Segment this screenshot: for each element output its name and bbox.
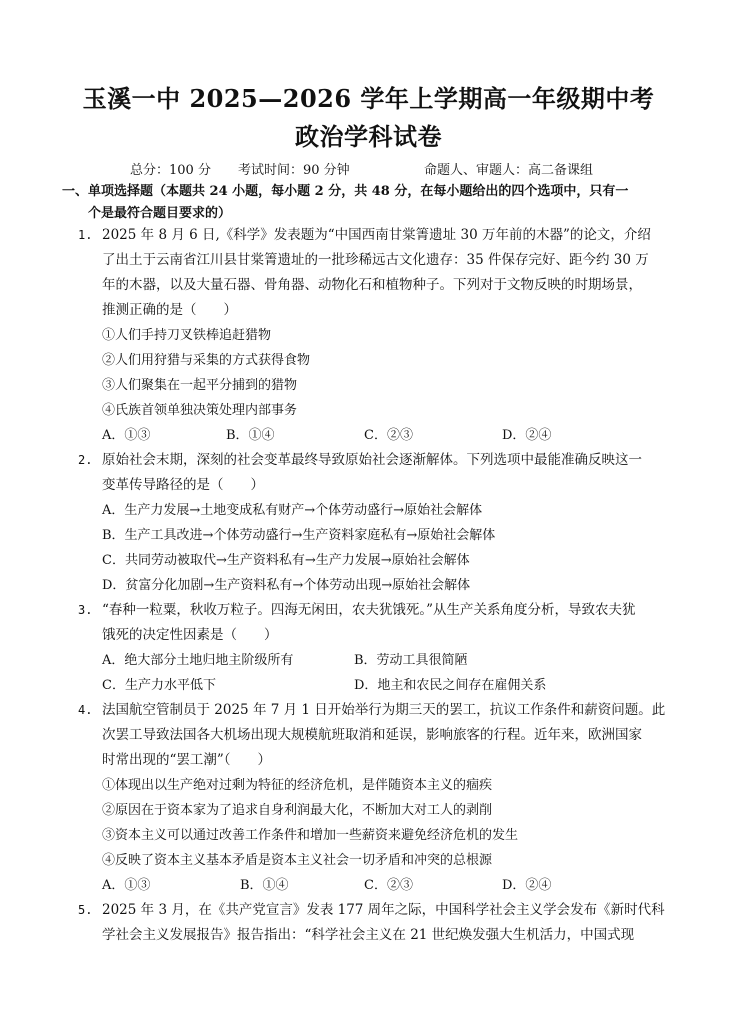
- option-b: B．①④: [226, 428, 275, 443]
- stem-line: 原始社会末期，深刻的社会变革最终导致原始社会逐渐解体。下列选项中最能准确反映这一: [102, 452, 642, 468]
- question-stem: [102, 223, 678, 323]
- stem-line: 法国航空管制员于 2025 年 7 月 1 日开始举行为期三天的罢工，抗议工作条件和薪资问题。此: [102, 702, 666, 718]
- statement-item: ③资本主义可以通过改善工作条件和增加一些薪资来避免经济危机的发生: [102, 828, 519, 843]
- stem-line: 了出土于云南省江川县甘棠箐遗址的一批珍稀远古文化遗存：35 件保存完好、距今约 30 万: [102, 252, 649, 268]
- exam-time: 考试时间：90 分钟: [238, 163, 350, 178]
- stem-line: 2025 年 3 月，在《共产党宣言》发表 177 周年之际，中国科学社会主义学会发布《新时代科: [102, 902, 665, 918]
- option-a: A．生产力发展→土地变成私有财产→个体劳动盛行→原始社会解体: [102, 503, 483, 518]
- stem-line: “春种一粒粟，秋收万粒子。四海无闲田，农夫犹饿死。”从生产关系角度分析，导致农夫犹: [102, 602, 636, 618]
- statement-item: ①人们手持刀叉铁棒追赶猎物: [102, 328, 272, 343]
- statement-item: ①体现出以生产绝对过剩为特征的经济危机，是伴随资本主义的痼疾: [102, 778, 493, 793]
- option-b: B．劳动工具很简陋: [354, 653, 468, 668]
- question-number: 3.: [78, 603, 93, 617]
- question-number: 2.: [78, 453, 93, 467]
- stem-line: 推测正确的是（ ）: [102, 302, 237, 318]
- statement-item: ②原因在于资本家为了追求自身利润最大化，不断加大对工人的剥削: [102, 803, 493, 818]
- question-stem: [102, 448, 678, 498]
- exam-title: 玉溪一中 2025—2026 学年上学期高一年级期中考: [82, 84, 655, 113]
- total-score: 总分：100 分: [130, 163, 211, 178]
- stem-line: 时常出现的“罢工潮”（ ）: [102, 752, 272, 768]
- option-c: C．共同劳动被取代→生产资料私有→生产力发展→原始社会解体: [102, 553, 470, 568]
- question-number: 5.: [78, 903, 93, 917]
- stem-line: 学社会主义发展报告》报告指出：“科学社会主义在 21 世纪焕发强大生机活力，中国式现: [102, 927, 635, 943]
- option-d: D．②④: [502, 878, 552, 893]
- option-c: C．②③: [364, 428, 413, 443]
- statement-item: ③人们聚集在一起平分捕到的猎物: [102, 378, 298, 393]
- question-stem: [102, 598, 678, 648]
- question-stem: [102, 698, 678, 773]
- option-a: A．①③: [102, 428, 151, 443]
- option-a: A．①③: [102, 878, 151, 893]
- option-b: B．生产工具改进→个体劳动盛行→生产资料家庭私有→原始社会解体: [102, 528, 496, 543]
- option-c: C．生产力水平低下: [102, 678, 216, 693]
- stem-line: 次罢工导致法国各大机场出现大规模航班取消和延误，影响旅客的行程。近年来，欧洲国家: [102, 727, 642, 743]
- option-b: B．①④: [240, 878, 289, 893]
- options-row: [102, 673, 662, 698]
- section-heading: [62, 181, 678, 225]
- question-stem: [102, 898, 678, 948]
- question-2: [78, 448, 678, 498]
- statement-item: ④氏族首领单独决策处理内部事务: [102, 403, 298, 418]
- option-a: A．绝大部分土地归地主阶级所有: [102, 653, 294, 668]
- exam-subject-title: 政治学科试卷: [295, 122, 442, 151]
- stem-line: 变革传导路径的是（ ）: [102, 477, 264, 493]
- question-4: [78, 698, 678, 773]
- stem-line: 2025 年 8 月 6 日,《科学》发表题为“中国西南甘棠箐遗址 30 万年前的木器”的论文，介绍: [102, 227, 651, 243]
- option-d: D．贫富分化加剧→生产资料私有→个体劳动出现→原始社会解体: [102, 578, 471, 593]
- option-d: D．地主和农民之间存在雇佣关系: [354, 678, 547, 693]
- section-heading-line1: 一、单项选择题（本题共 24 小题，每小题 2 分，共 48 分，在每小题给出的四个选项中，只有一: [62, 184, 629, 199]
- stem-line: 年的木器，以及大量石器、骨角器、动物化石和植物种子。下列对于文物反映的时期场景，: [102, 277, 642, 293]
- question-number: 4.: [78, 703, 93, 717]
- statement-item: ②人们用狩猎与采集的方式获得食物: [102, 353, 311, 368]
- question-1: [78, 223, 678, 323]
- options-row: [102, 873, 662, 898]
- section-heading-line2: 个是最符合题目要求的）: [88, 206, 232, 221]
- options-row: [102, 423, 662, 448]
- question-5: [78, 898, 678, 948]
- option-d: D．②④: [502, 428, 552, 443]
- question-3: [78, 598, 678, 648]
- option-c: C．②③: [364, 878, 413, 893]
- options-row: [102, 648, 662, 673]
- question-number: 1.: [78, 228, 93, 242]
- exam-authors: 命题人、审题人：高二备课组: [424, 163, 594, 178]
- stem-line: 饿死的决定性因素是（ ）: [102, 627, 278, 643]
- statement-item: ④反映了资本主义基本矛盾是资本主义社会一切矛盾和冲突的总根源: [102, 853, 493, 868]
